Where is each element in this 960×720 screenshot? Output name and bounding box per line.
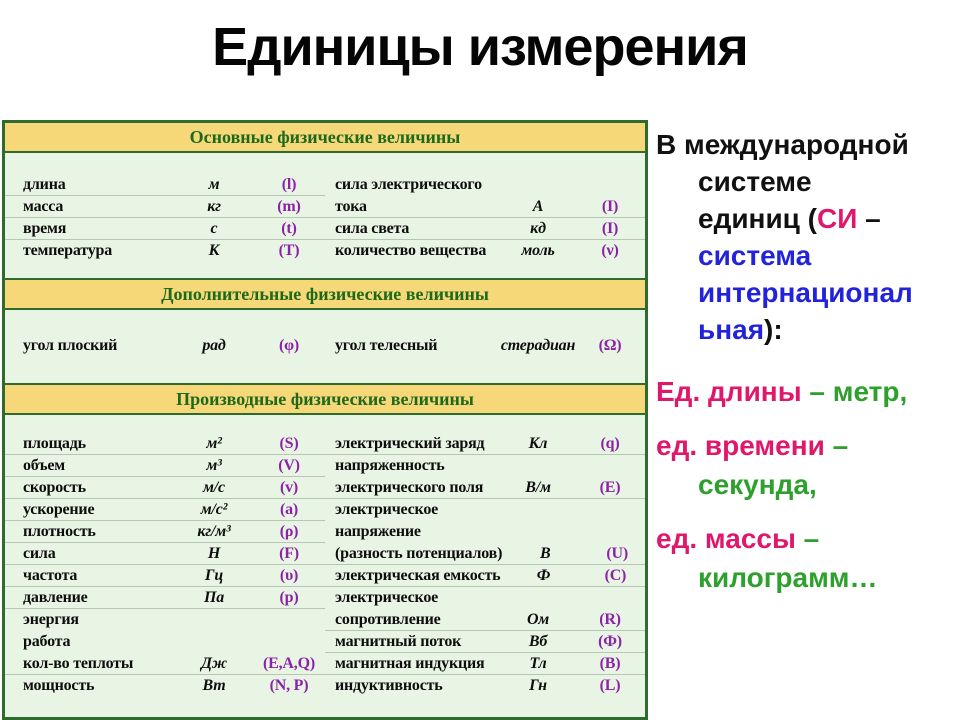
text-segment: ед. массы [656,523,804,554]
unit-value: Вт [202,677,226,694]
page-title: Единицы измерения [212,17,748,77]
quantity-name: мощность [23,677,95,694]
quantity-name: температура [23,242,113,259]
text-segment: система [698,240,812,271]
table-row [5,565,325,587]
table-row [5,499,325,521]
unit-value: Ф [536,567,551,584]
section-header: Дополнительные физические величины [5,278,645,310]
quantity-name: электрическое [335,501,439,518]
quantity-name: количество вещества [335,242,487,259]
quantity-name: (разность потенциалов) [335,545,503,562]
symbol-value: (q) [600,435,620,452]
table-row [325,196,645,218]
text-segment: СИ [817,203,858,234]
unit-note-1 [656,426,956,504]
unit-value: Кл [528,435,548,452]
quantity-name: энергия [23,611,79,628]
table-column-left [5,433,325,697]
table-row [5,477,325,499]
table-row [325,218,645,240]
table-row [5,196,325,218]
quantity-name: плотность [23,523,96,540]
unit-value: м [208,176,220,193]
symbol-value: (B) [599,655,621,672]
table-row [5,587,325,609]
table-row [325,609,645,631]
table-row [5,174,325,196]
unit-value: Ом [526,611,550,628]
unit-value: м/с [203,479,225,496]
quantity-name: электрическая емкость [335,567,501,584]
quantity-name: работа [23,633,71,650]
text-segment: – [832,430,849,461]
quantity-name: угол телесный [335,337,438,354]
table-row [5,675,325,697]
table-section [5,123,645,278]
unit-value: м² [206,435,222,452]
symbol-value: (ν) [601,242,619,259]
unit-value: м/с² [200,501,228,518]
text-line [656,372,956,411]
table-row [5,240,325,262]
unit-value: В/м [525,479,551,496]
quantity-name: магнитная индукция [335,655,485,672]
unit-note-2 [656,519,956,597]
quantity-name: длина [23,176,66,193]
symbol-value: (E,A,Q) [263,655,315,672]
symbol-value: (L) [599,677,621,694]
text-line [656,519,956,558]
unit-value: моль [521,242,555,259]
table-row [325,335,645,357]
table-row [325,455,645,477]
table-column-right [325,335,645,357]
quantity-name: скорость [23,479,86,496]
unit-value: В [539,545,551,562]
table-row [325,240,645,262]
quantity-name: электрическое [335,589,439,606]
quantity-name: площадь [23,435,86,452]
unit-value: Па [203,589,225,606]
text-line [656,465,956,504]
quantity-name: напряженность [335,457,445,474]
table-row [325,565,645,587]
symbol-value: (l) [281,176,297,193]
quantity-name: угол плоский [23,337,118,354]
text-line [656,426,956,465]
table-row [325,433,645,455]
section-header: Производные физические величины [5,383,645,415]
symbol-value: (Ω) [598,337,622,354]
text-segment: системе [698,166,812,197]
table-row [5,543,325,565]
unit-value: Н [207,545,221,562]
table-row [325,521,645,543]
symbol-value: (φ) [278,337,300,354]
symbol-value: (a) [279,501,299,518]
table-row [5,653,325,675]
table-row [5,631,325,653]
symbol-value: (U) [606,545,629,562]
table-row [325,543,645,565]
text-segment: В международной [656,129,909,160]
unit-value: м³ [206,457,222,474]
text-segment: секунда, [698,469,817,500]
section-header: Основные физические величины [5,123,645,153]
quantity-name: сила электрического [335,176,482,193]
quantity-name: время [23,220,67,237]
quantity-name: напряжение [335,523,421,540]
table-row [325,631,645,653]
unit-value: рад [202,337,226,354]
table-row [325,477,645,499]
unit-value: Вб [528,633,548,650]
unit-value: кг [207,198,221,215]
units-table [2,120,648,720]
quantity-name: объем [23,457,65,474]
table-column-left [5,174,325,262]
symbol-value: (E) [599,479,621,496]
quantity-name: давление [23,589,88,606]
quantity-name: кол-во теплоты [23,655,134,672]
text-segment: Ед. длины [656,376,802,407]
text-segment: единиц ( [698,203,817,234]
table-row [5,335,325,357]
table-section [5,278,645,383]
text-line [656,200,956,237]
text-segment: – [803,523,820,554]
table-row [325,587,645,609]
symbol-value: (v) [279,479,299,496]
section-body [5,310,645,383]
symbol-value: (R) [599,611,621,628]
symbol-value: (C) [604,567,627,584]
symbol-value: (F) [279,545,299,562]
unit-value: с [210,220,218,237]
text-segment: ьная [698,314,765,345]
side-panel [656,126,956,612]
table-row [5,218,325,240]
text-line [656,163,956,200]
symbol-value: (V) [278,457,300,474]
quantity-name: индуктивность [335,677,443,694]
unit-value: стерадиан [500,337,576,354]
text-segment: килограмм… [698,562,878,593]
table-column-right [325,433,645,697]
quantity-name: масса [23,198,64,215]
unit-value: А [532,198,544,215]
si-intro-paragraph [656,126,956,348]
symbol-value: (ρ) [279,523,299,540]
symbol-value: (I) [601,198,619,215]
symbol-value: (Ф) [598,633,622,650]
quantity-name: сила света [335,220,410,237]
text-line [656,558,956,597]
text-line [656,126,956,163]
unit-value: Гн [529,677,547,694]
text-segment: – [857,203,881,234]
text-segment: – метр, [801,376,908,407]
table-row [325,675,645,697]
text-segment: ед. времени [656,430,833,461]
quantity-name: сопротивление [335,611,441,628]
table-row [325,174,645,196]
text-segment: интернационал [698,277,913,308]
text-line [656,311,956,348]
table-column-right [325,174,645,262]
quantity-name: магнитный поток [335,633,462,650]
quantity-name: электрический заряд [335,435,485,452]
table-row [325,499,645,521]
quantity-name: тока [335,198,367,215]
symbol-value: (t) [281,220,297,237]
unit-note-0 [656,372,956,411]
unit-value: кд [530,220,546,237]
table-row [5,433,325,455]
text-line [656,237,956,274]
table-row [5,521,325,543]
symbol-value: (S) [279,435,299,452]
table-row [5,455,325,477]
symbol-value: (m) [277,198,301,215]
text-line [656,274,956,311]
table-row [5,609,325,631]
table-row [325,653,645,675]
unit-value: кг/м³ [197,523,231,540]
section-body [5,415,645,717]
symbol-value: (υ) [279,567,299,584]
quantity-name: сила [23,545,56,562]
symbol-value: (N, P) [269,677,309,694]
unit-value: К [208,242,220,259]
table-section [5,383,645,717]
symbol-value: (I) [601,220,619,237]
text-segment: ): [764,314,783,345]
quantity-name: частота [23,567,78,584]
section-body [5,153,645,278]
symbol-value: (T) [278,242,300,259]
quantity-name: ускорение [23,501,95,518]
quantity-name: электрического поля [335,479,484,496]
symbol-value: (p) [279,589,299,606]
unit-value: Тл [529,655,547,672]
table-column-left [5,335,325,357]
unit-value: Гц [204,567,224,584]
unit-value: Дж [201,655,227,672]
